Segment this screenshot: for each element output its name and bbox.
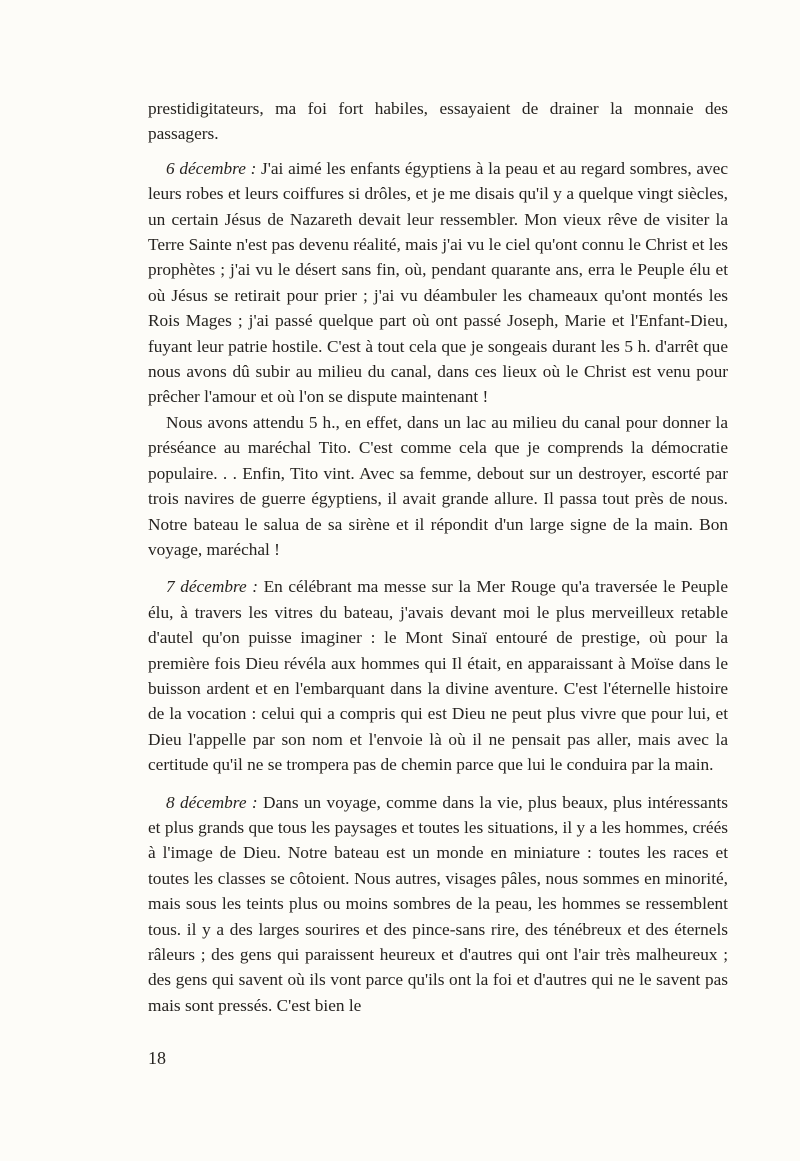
entry-date: 7 décembre : <box>166 577 259 597</box>
paragraph-text: J'ai aimé les enfants égyptiens à la peau et au regard sombres, avec leurs robes et leurs coiffures si drôles, et je me disais qu'il y a quelque vingt siècles, un certain Jésus de Nazareth devait leur ressembler. Mon vieux rêve de visiter la Terre Sainte n'est pas devenu réalité, mais j'ai vu le ciel qu'ont connu le Christ et les prophètes ; j'ai vu le désert sans fin, où, pendant quarante ans, erra le Peuple élu et où Jésus se retirait pour prier ; j'ai vu déambuler les chameaux qu'ont montés les Rois Mages ; j'ai passé quelque part où ont passé Joseph, Marie et l'Enfant-Dieu, fuyant leur patrie hostile. C'est à tout cela que je songeais durant les 5 h. d'arrêt que nous avons dû subir au milieu du canal, dans ces lieux où le Christ est venu pour prêcher l'amour et où l'on se dispute maintenant ! <box>148 158 729 407</box>
paragraph-text: prestidigitateurs, ma foi fort habiles, essayaient de drainer la monnaie des passagers. <box>148 99 728 144</box>
paragraph-text: Nous avons attendu 5 h., en effet, dans un lac au milieu du canal pour donner la préséance au maréchal Tito. C'est comme cela que je comprends la démocratie populaire. . . Enfin, Tito vint. Avec sa femme, debout sur un destroyer, escorté par trois navires de guerre égyptiens, il avait grande allure. Il passa tout près de nous. Notre bateau le salua de sa sirène et il répondit d'un large signe de la main. Bon voyage, maréchal ! <box>148 412 728 559</box>
paragraph-continuation <box>148 96 728 147</box>
diary-entry-7-december <box>148 574 728 777</box>
paragraph-text: En célébrant ma messe sur la Mer Rouge qu'a traversée le Peuple élu, à travers les vitres du bateau, j'avais devant moi le plus merveilleux retable d'autel qu'on puisse imaginer : le Mont Sinaï entouré de prestige, où pour la première fois Dieu révéla aux hommes qui Il était, en apparaissant à Moïse dans le buisson ardent et en l'embarquant dans la divine aventure. C'est l'éternelle histoire de la vocation : celui qui a compris qui est Dieu ne peut plus vivre que pour lui, et Dieu l'appelle par son nom et l'envoie là où il ne pensait pas aller, mais avec la certitude qu'il ne se trompera pas de chemin parce que lui le conduira par la main. <box>148 577 729 775</box>
paragraph-tito <box>148 410 728 562</box>
page-body <box>148 96 728 1018</box>
paragraph-text: Dans un voyage, comme dans la vie, plus beaux, plus intéressants et plus grands que tous les paysages et toutes les situations, il y a les hommes, créés à l'image de Dieu. Notre bateau est un monde en miniature : toutes les races et toutes les classes se côtoient. Nous autres, visages pâles, nous sommes en minorité, mais sous les teints plus ou moins sombres de la peau, les hommes se ressemblent tous. il y a des larges sourires et des pince-sans rire, des ténébreux et des éternels râleurs ; des gens qui paraissent heureux et d'autres qui ont l'air très malheureux ; des gens qui savent où ils vont parce qu'ils ont la foi et d'autres qui ne le savent pas mais sont pressés. C'est bien le <box>148 792 728 1015</box>
entry-date: 6 décembre : <box>166 158 257 178</box>
entry-date: 8 décembre : <box>166 792 258 812</box>
diary-entry-8-december <box>148 790 728 1019</box>
page-number: 18 <box>148 1048 166 1068</box>
diary-entry-6-december <box>148 156 728 410</box>
